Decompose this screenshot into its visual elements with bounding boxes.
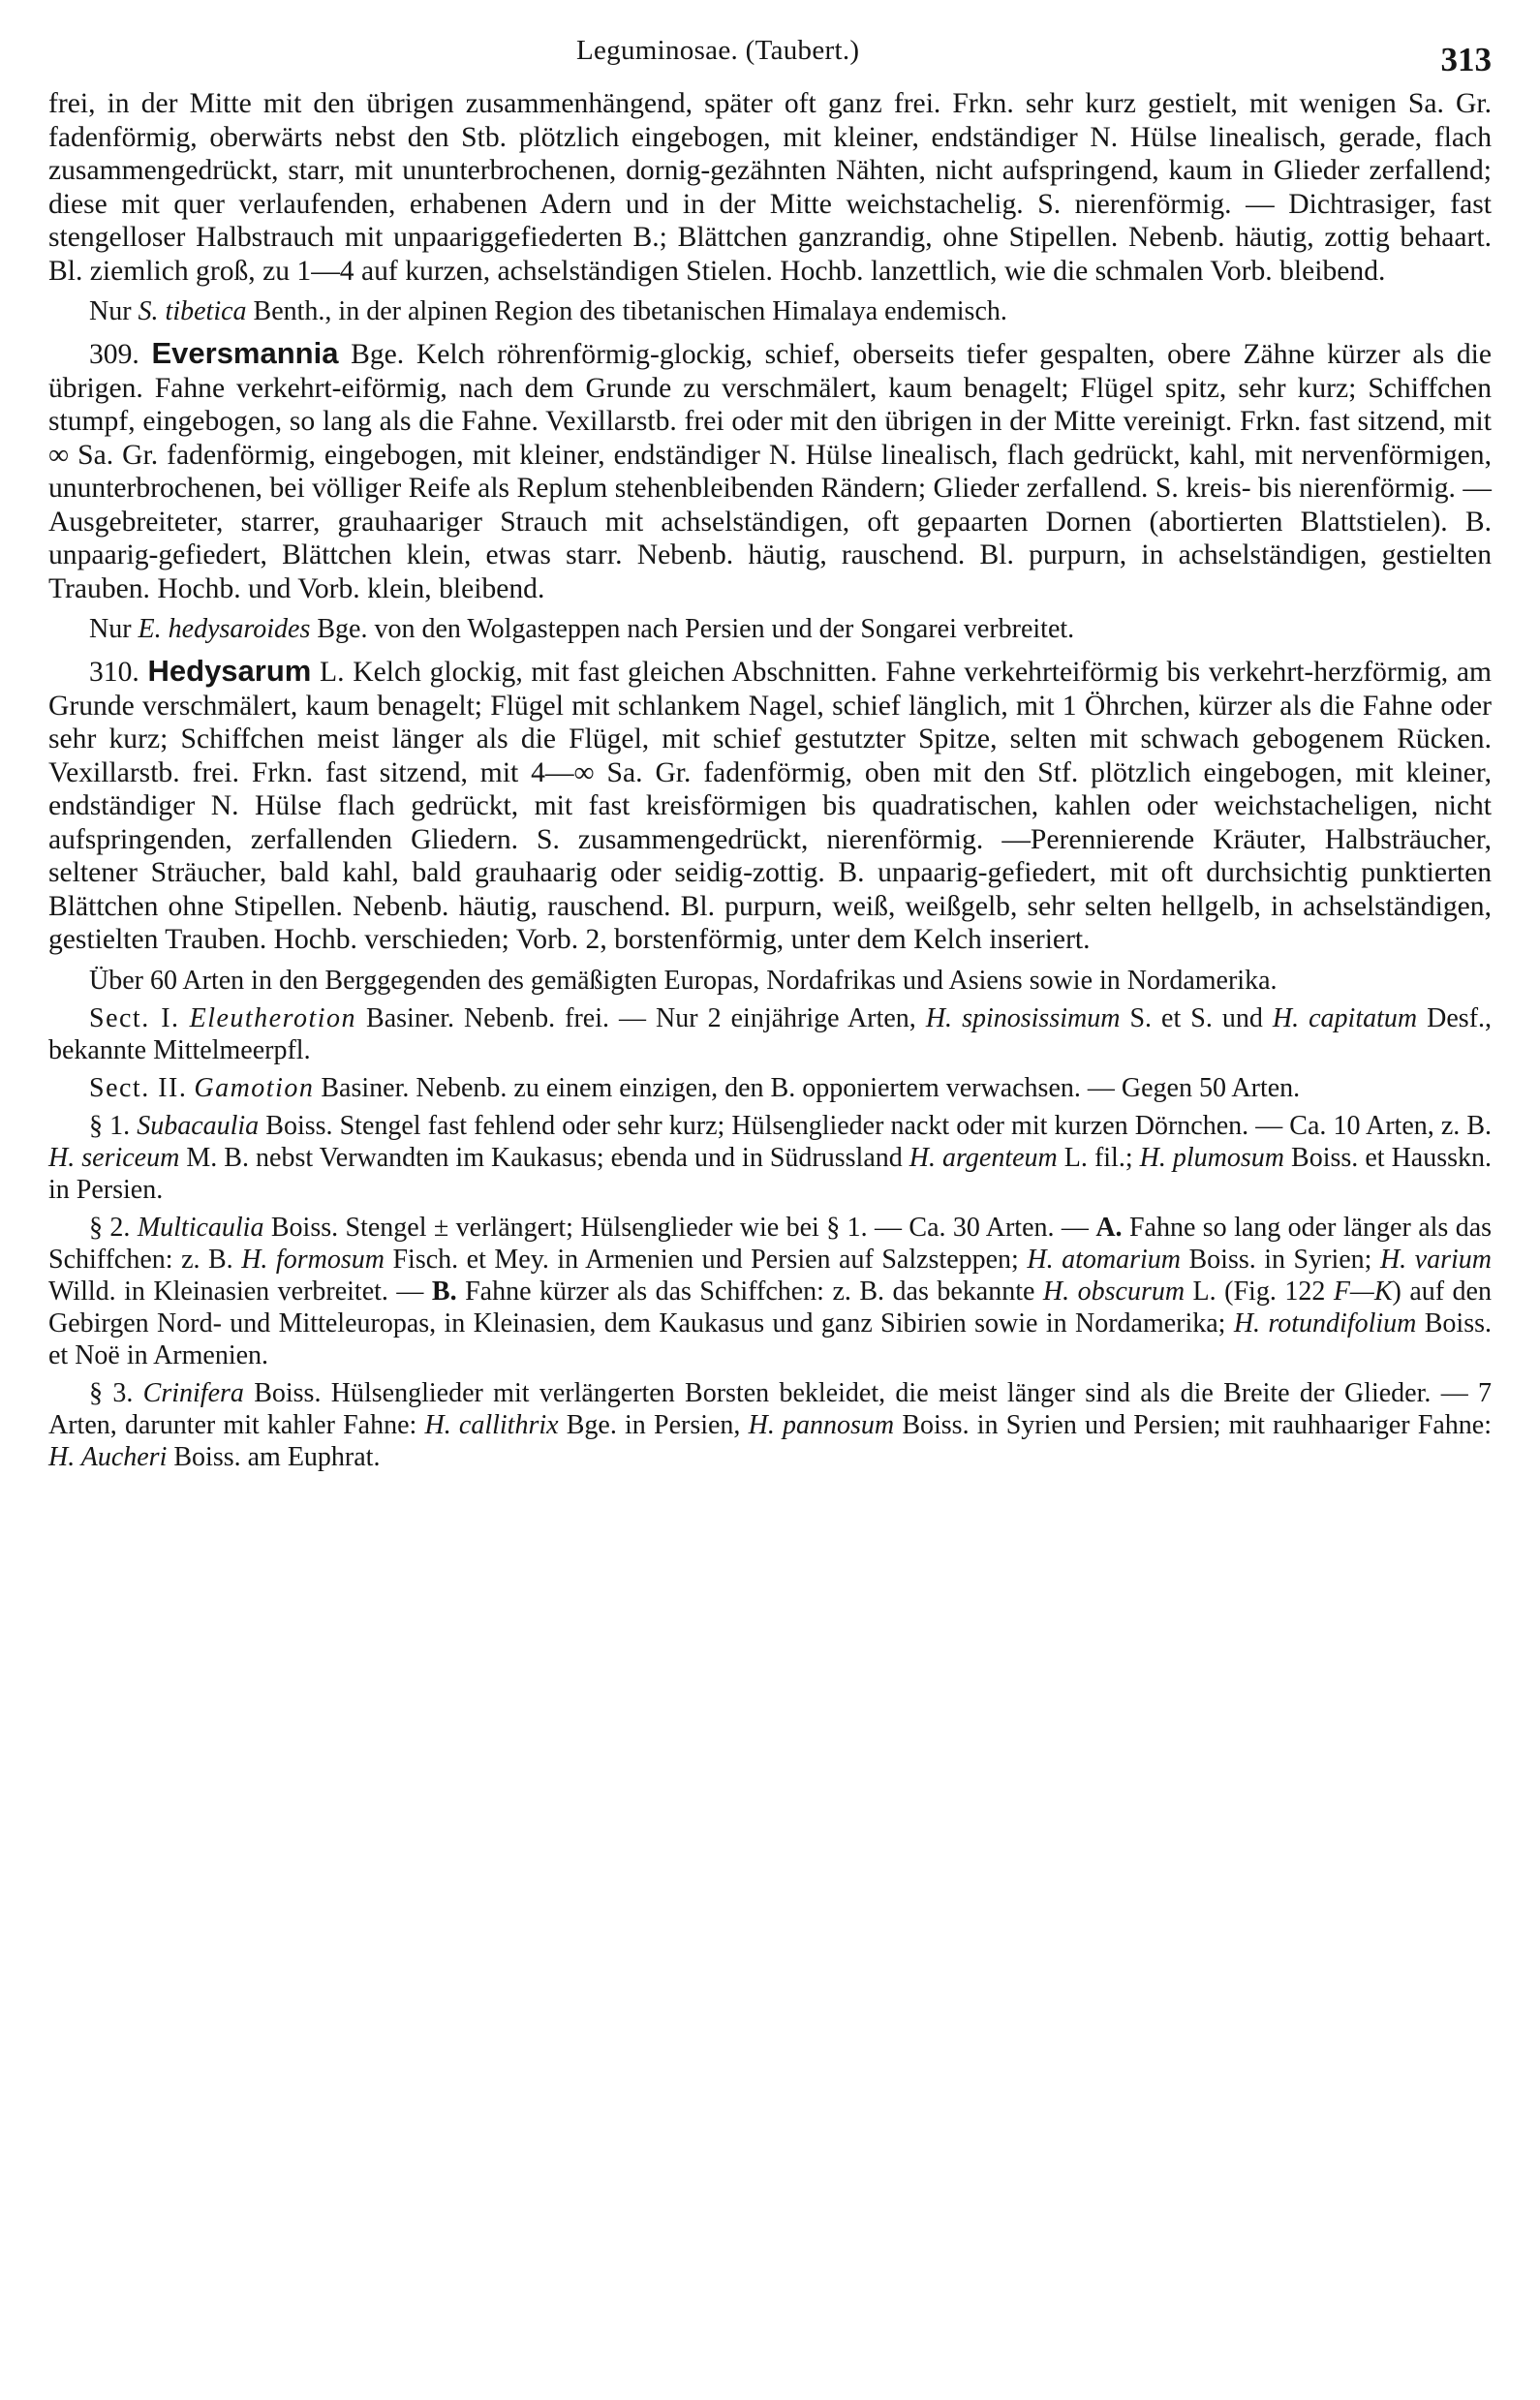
page [48,29,1492,1473]
genus-name: Eversmannia [151,336,339,370]
genus-number: 309. [89,339,139,370]
species-name: H. callithrix [424,1409,559,1440]
paragraph-genus-309: 309. Eversmannia Bge. Kelch röhrenförmig-glockig, schief, oberseits tiefer gespalten, obere Zähne kürzer als die übrigen. Fahne verkehrt-eiförmig, nach dem Grunde zu verschmälert, kaum benagelt; Flügel spitz, sehr kurz; Schiffchen stumpf, eingebogen, so lang als die Fahne. Vexillarstb. frei oder mit den übrigen in der Mitte vereinigt. Frkn. fast sitzend, mit ∞ Sa. Gr. fadenförmig, eingebogen, mit kleiner, endständiger N. Hülse linealisch, flach gedrückt, kahl, mit nervenförmigen, ununterbrochenen, bei völliger Reife als Replum stehenbleibenden Rändern; Glieder zerfallend. S. kreis- bis nierenförmig. — Ausgebreiteter, starrer, grauhaariger Strauch mit achselständigen, oft gepaarten Dornen (abortierten Blattstielen). B. unpaarig-gefiedert, Blättchen klein, etwas starr. Nebenb. häutig, rauschend. Bl. purpurn, in achselständigen, gestielten Trauben. Hochb. und Vorb. klein, bleibend. [48,336,1493,604]
note-genus-308: Nur S. tibetica Benth., in der alpinen Region des tibetanischen Himalaya endemisch. [89,296,1007,326]
species-name: H. pannosum [748,1409,895,1440]
species-name: H. formosum [241,1244,385,1275]
figure-reference: F—K [1333,1276,1393,1307]
subsection-crinifera: § 3. Crinifera Boiss. Hülsenglieder mit verlängerten Borsten bekleidet, die meist länger sind als die Breite der Glieder. — 7 Arten, darunter mit kahler Fahne: H. callithrix Bge. in Persien, H. pannosum Boiss. in Syrien und Persien; mit rauhhaariger Fahne: H. Aucheri Boiss. am Euphrat. [48,1377,1493,1472]
species-name: H. obscurum [1042,1276,1186,1307]
running-head: Leguminosae. (Taubert.) [576,35,860,66]
genus-name: Hedysarum [147,654,312,688]
paragraph-genus-308-continued: frei, in der Mitte mit den übrigen zusammenhängend, später oft ganz frei. Frkn. sehr kurz gestielt, mit wenigen Sa. Gr. fadenförmig, oberwärts nebst den Stb. plötzlich eingebogen, mit kleiner, endständiger N. Hülse linealisch, gerade, flach zusammengedrückt, starr, mit ununterbrochenen, dornig-gezähnten Nähten, nicht aufspringend, kaum in Glieder zerfallend; diese mit quer verlaufenden, erhabenen Adern und in der Mitte weichstachelig. S. nierenförmig. — Dichtrasiger, fast stengelloser Halbstrauch mit unpaariggefiederten B.; Blättchen ganzrandig, ohne Stipellen. Nebenb. häutig, zottig behaart. Bl. ziemlich groß, zu 1—4 auf kurzen, achselständigen Stielen. Hochb. lanzettlich, wie die schmalen Vorb. bleibend. [48,88,1492,287]
species-name: H. rotundifolium [1233,1308,1417,1338]
page-header [48,29,1492,87]
section-eleutherotion: Sect. I. Eleutherotion Basiner. Nebenb. frei. — Nur 2 einjährige Arten, H. spinosissimum S. et S. und H. capitatum Desf., bekannte Mittelmeerpfl. [48,1002,1493,1065]
species-name: H. sericeum [48,1142,180,1173]
species-name: H. argenteum [909,1142,1058,1173]
genus-number: 310. [89,657,139,688]
species-name: H. spinosissimum [925,1002,1121,1033]
species-name: H. Aucheri [48,1441,168,1472]
species-name: H. capitatum [1272,1002,1418,1033]
species-name: H. varium [1379,1244,1493,1275]
species-name: E. hedysaroides [138,614,311,644]
species-name: H. atomarium [1027,1244,1181,1275]
subsection-multicaulia: § 2. Multicaulia Boiss. Stengel ± verlängert; Hülsenglieder wie bei § 1. — Ca. 30 Arten. — A. Fahne so lang oder länger als das Schiffchen: z. B. H. formosum Fisch. et Mey. in Armenien und Persien auf Salzsteppen; H. atomarium Boiss. in Syrien; H. varium Willd. in Kleinasien verbreitet. — B. Fahne kürzer als das Schiffchen: z. B. das bekannte H. obscurum L. (Fig. 122 F—K) auf den Gebirgen Nord- und Mitteleuropas, in Kleinasien, dem Kaukasus und ganz Sibirien sowie in Nordamerika; H. rotundifolium Boiss. et Noë in Armenien. [48,1212,1493,1370]
paragraph-genus-310: 310. Hedysarum L. Kelch glockig, mit fast gleichen Abschnitten. Fahne verkehrteiförmig bis verkehrt-herzförmig, am Grunde verschmälert, kaum benagelt; Flügel mit schlankem Nagel, schief länglich, mit 1 Öhrchen, kürzer als die Fahne oder sehr kurz; Schiffchen meist länger als die Flügel, mit schief gestutzter Spitze, selten mit schwach gebogenem Rücken. Vexillarstb. frei. Frkn. fast sitzend, mit 4—∞ Sa. Gr. fadenförmig, oben mit den Stf. plötzlich eingebogen, mit kleiner, endständiger N. Hülse flach gedrückt, mit fast kreisförmigen bis quadratischen, kahlen oder weichstacheligen, nicht aufspringenden, zerfallenden Gliedern. S. zusammengedrückt, nierenförmig. —Perennierende Kräuter, Halbsträucher, seltener Sträucher, bald kahl, bald grauhaarig oder seidig-zottig. B. unpaarig-gefiedert, mit oft durchsichtig punktierten Blättchen ohne Stipellen. Nebenb. häutig, rauschend. Bl. purpurn, weiß, weißgelb, sehr selten hellgelb, in achselständigen, gestielten Trauben. Hochb. verschieden; Vorb. 2, borstenförmig, unter dem Kelch inseriert. [48,654,1492,955]
subsection-subacaulia: § 1. Subacaulia Boiss. Stengel fast fehlend oder sehr kurz; Hülsenglieder nackt oder mit kurzen Dörnchen. — Ca. 10 Arten, z. B. H. sericeum M. B. nebst Verwandten im Kaukasus; ebenda und in Südrussland H. argenteum L. fil.; H. plumosum Boiss. et Hausskn. in Persien. [48,1110,1493,1205]
note-genus-310-overview: Über 60 Arten in den Berggegenden des gemäßigten Europas, Nordafrikas und Asiens sowie in Nordamerika. [89,965,1278,996]
page-number: 313 [1440,41,1492,78]
note-genus-309: Nur E. hedysaroides Bge. von den Wolgasteppen nach Persien und der Songarei verbreitet. [89,614,1075,644]
species-name: H. plumosum [1139,1142,1285,1173]
species-name: S. tibetica [138,296,247,326]
section-gamotion: Sect. II. Gamotion Basiner. Nebenb. zu einem einzigen, den B. opponiertem verwachsen. — Gegen 50 Arten. [89,1072,1301,1103]
